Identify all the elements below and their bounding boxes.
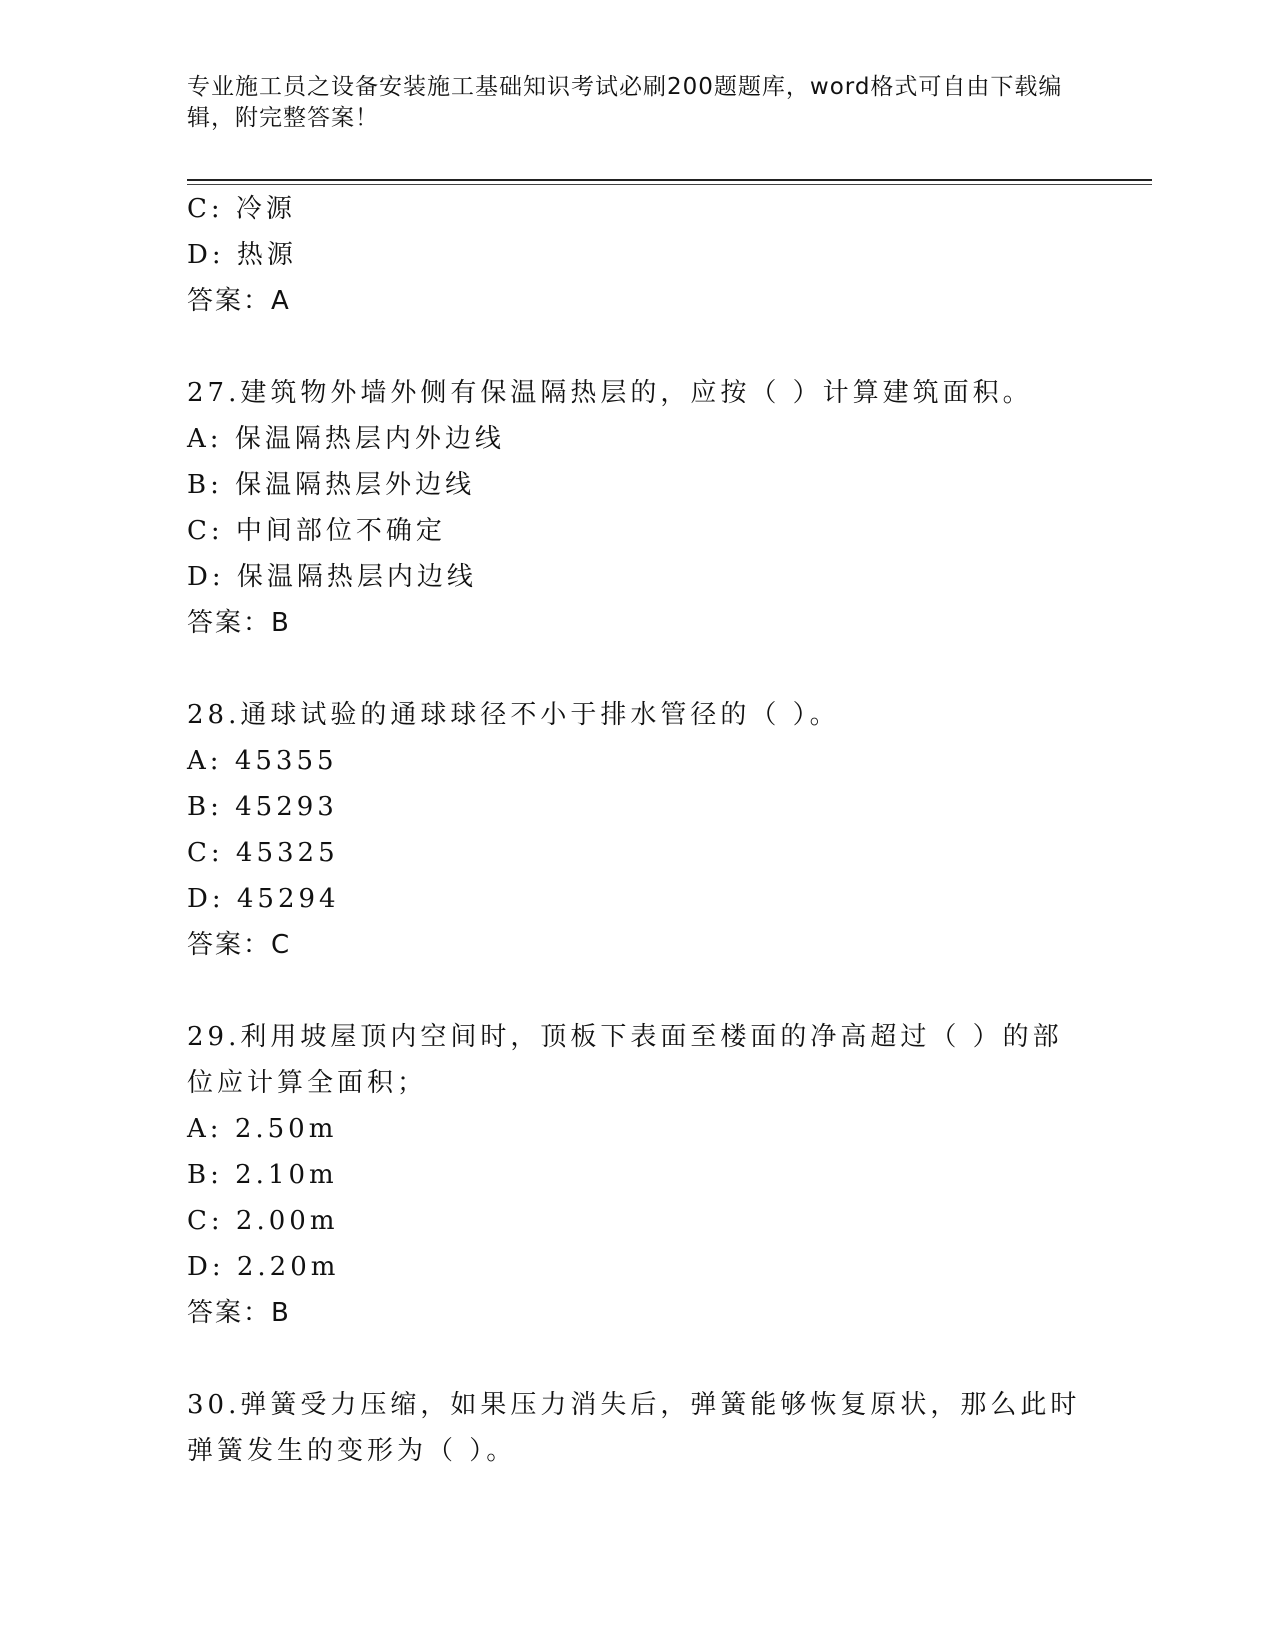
option-text: 保温隔热层内边线	[236, 562, 477, 592]
option-label: C:	[187, 194, 224, 224]
option-text: 保温隔热层内外边线	[234, 424, 505, 454]
option-d	[187, 554, 1087, 600]
option-c	[187, 830, 1087, 876]
option-label: C:	[187, 516, 224, 546]
option-label: D:	[187, 884, 225, 914]
option-text: 中间部位不确定	[235, 516, 446, 546]
header-divider-thin	[187, 184, 1152, 185]
page-header: 专业施工员之设备安装施工基础知识考试必刷200题题库，word格式可自由下载编辑，附完整答案！	[187, 74, 1063, 131]
answer-line: 答案：A	[187, 286, 291, 316]
option-label: D:	[187, 240, 225, 270]
option-label: B:	[187, 792, 223, 822]
option-label: D:	[187, 562, 225, 592]
answer-line: 答案：B	[187, 1298, 291, 1328]
question-text: 30.弹簧受力压缩，如果压力消失后，弹簧能够恢复原状，那么此时弹簧发生的变形为（ ）。	[187, 1390, 1081, 1466]
header-divider-thick	[187, 179, 1152, 181]
option-text: 2.00m	[235, 1206, 339, 1236]
option-label: C:	[187, 838, 224, 868]
option-text: 45294	[236, 884, 340, 914]
option-label: A:	[187, 746, 223, 776]
option-text: 热源	[236, 240, 297, 270]
question-text: 29.利用坡屋顶内空间时，顶板下表面至楼面的净高超过（ ）的部位应计算全面积；	[187, 1022, 1063, 1098]
option-d	[187, 1244, 1087, 1290]
option-text: 冷源	[235, 194, 296, 224]
answer-line: 答案：B	[187, 608, 291, 638]
option-d	[187, 876, 1087, 922]
option-a	[187, 738, 1087, 784]
option-text: 2.10m	[235, 1160, 338, 1190]
option-label: A:	[187, 424, 223, 454]
option-a	[187, 416, 1087, 462]
question-list	[187, 186, 1087, 1474]
option-label: A:	[187, 1114, 223, 1144]
option-text: 2.20m	[236, 1252, 340, 1282]
option-text: 2.50m	[234, 1114, 338, 1144]
option-b	[187, 784, 1087, 830]
option-b	[187, 1152, 1087, 1198]
option-a	[187, 1106, 1087, 1152]
option-b	[187, 462, 1087, 508]
option-label: C:	[187, 1206, 224, 1236]
option-label: B:	[187, 470, 223, 500]
option-text: 45325	[235, 838, 339, 868]
option-d	[187, 232, 1087, 278]
option-c	[187, 186, 1087, 232]
option-text: 45293	[235, 792, 338, 822]
answer-line: 答案：C	[187, 930, 292, 960]
option-label: B:	[187, 1160, 223, 1190]
question-text: 28.通球试验的通球球径不小于排水管径的（ ）。	[187, 700, 840, 730]
option-text: 保温隔热层外边线	[235, 470, 476, 500]
option-text: 45355	[234, 746, 338, 776]
option-c	[187, 1198, 1087, 1244]
option-label: D:	[187, 1252, 225, 1282]
option-c	[187, 508, 1087, 554]
question-text: 27.建筑物外墙外侧有保温隔热层的，应按（ ）计算建筑面积。	[187, 378, 1033, 408]
